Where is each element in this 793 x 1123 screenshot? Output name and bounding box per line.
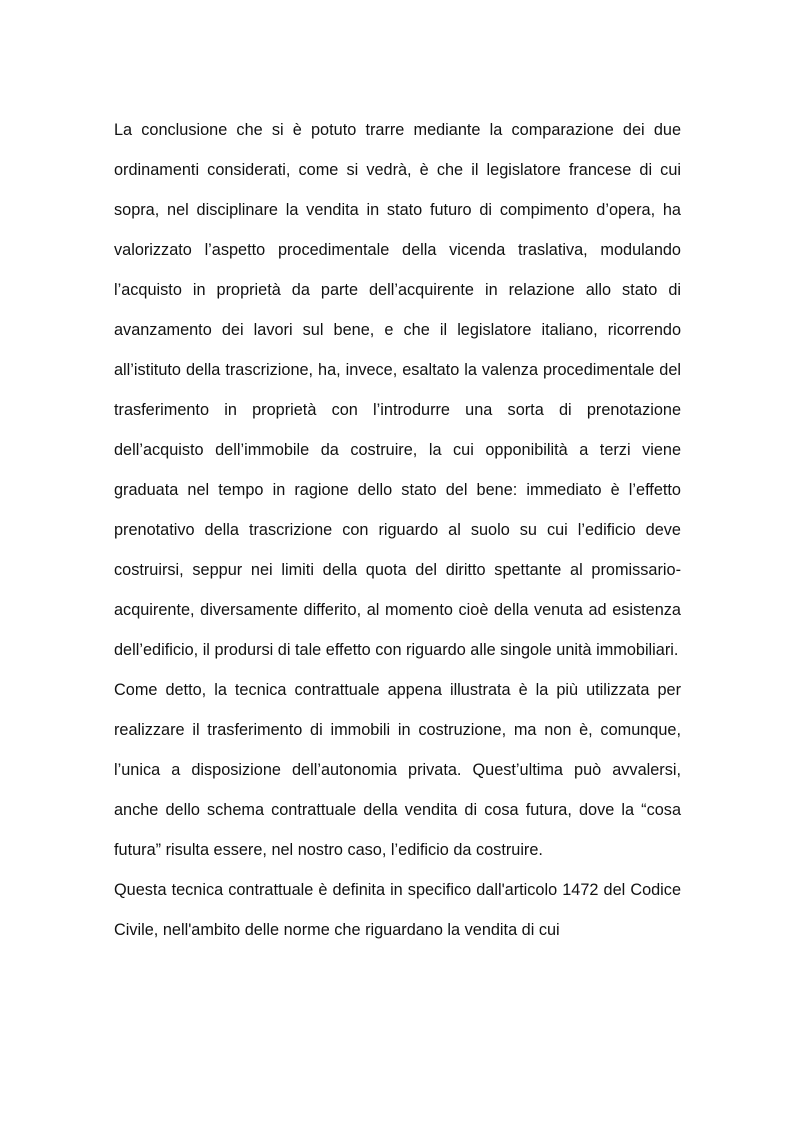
body-text	[114, 110, 681, 950]
paragraph-article-1472: Questa tecnica contrattuale è definita in specifico dall'articolo 1472 del Codice Civile, nell'ambito delle norme che riguardano la vendita di cui	[114, 881, 681, 939]
paragraph-contract-technique: Come detto, la tecnica contrattuale appena illustrata è la più utilizzata per realizzare il trasferimento di immobili in costruzione, ma non è, comunque, l’unica a disposizione dell’autonomia privata. Quest’ultima può avvalersi, anche dello schema contrattuale della vendita di cosa futura, dove la “cosa futura” risulta essere, nel nostro caso, l’edificio da costruire.	[114, 681, 681, 859]
paragraph-conclusion: La conclusione che si è potuto trarre mediante la comparazione dei due ordinamenti considerati, come si vedrà, è che il legislatore francese di cui sopra, nel disciplinare la vendita in stato futuro di compimento d’opera, ha valorizzato l’aspetto procedimentale della vicenda traslativa, modulando l’acquisto in proprietà da parte dell’acquirente in relazione allo stato di avanzamento dei lavori sul bene, e che il legislatore italiano, ricorrendo all’istituto della trascrizione, ha, invece, esaltato la valenza procedimentale del trasferimento in proprietà con l’introdurre una sorta di prenotazione dell’acquisto dell’immobile da costruire, la cui opponibilità a terzi viene graduata nel tempo in ragione dello stato del bene: immediato è l’effetto prenotativo della trascrizione con riguardo al suolo su cui l’edificio deve costruirsi, seppur nei limiti della quota del diritto spettante al promissario-acquirente, diversamente differito, al momento cioè della venuta ad esistenza dell’edificio, il prodursi di tale effetto con riguardo alle singole unità immobiliari.	[114, 121, 681, 659]
